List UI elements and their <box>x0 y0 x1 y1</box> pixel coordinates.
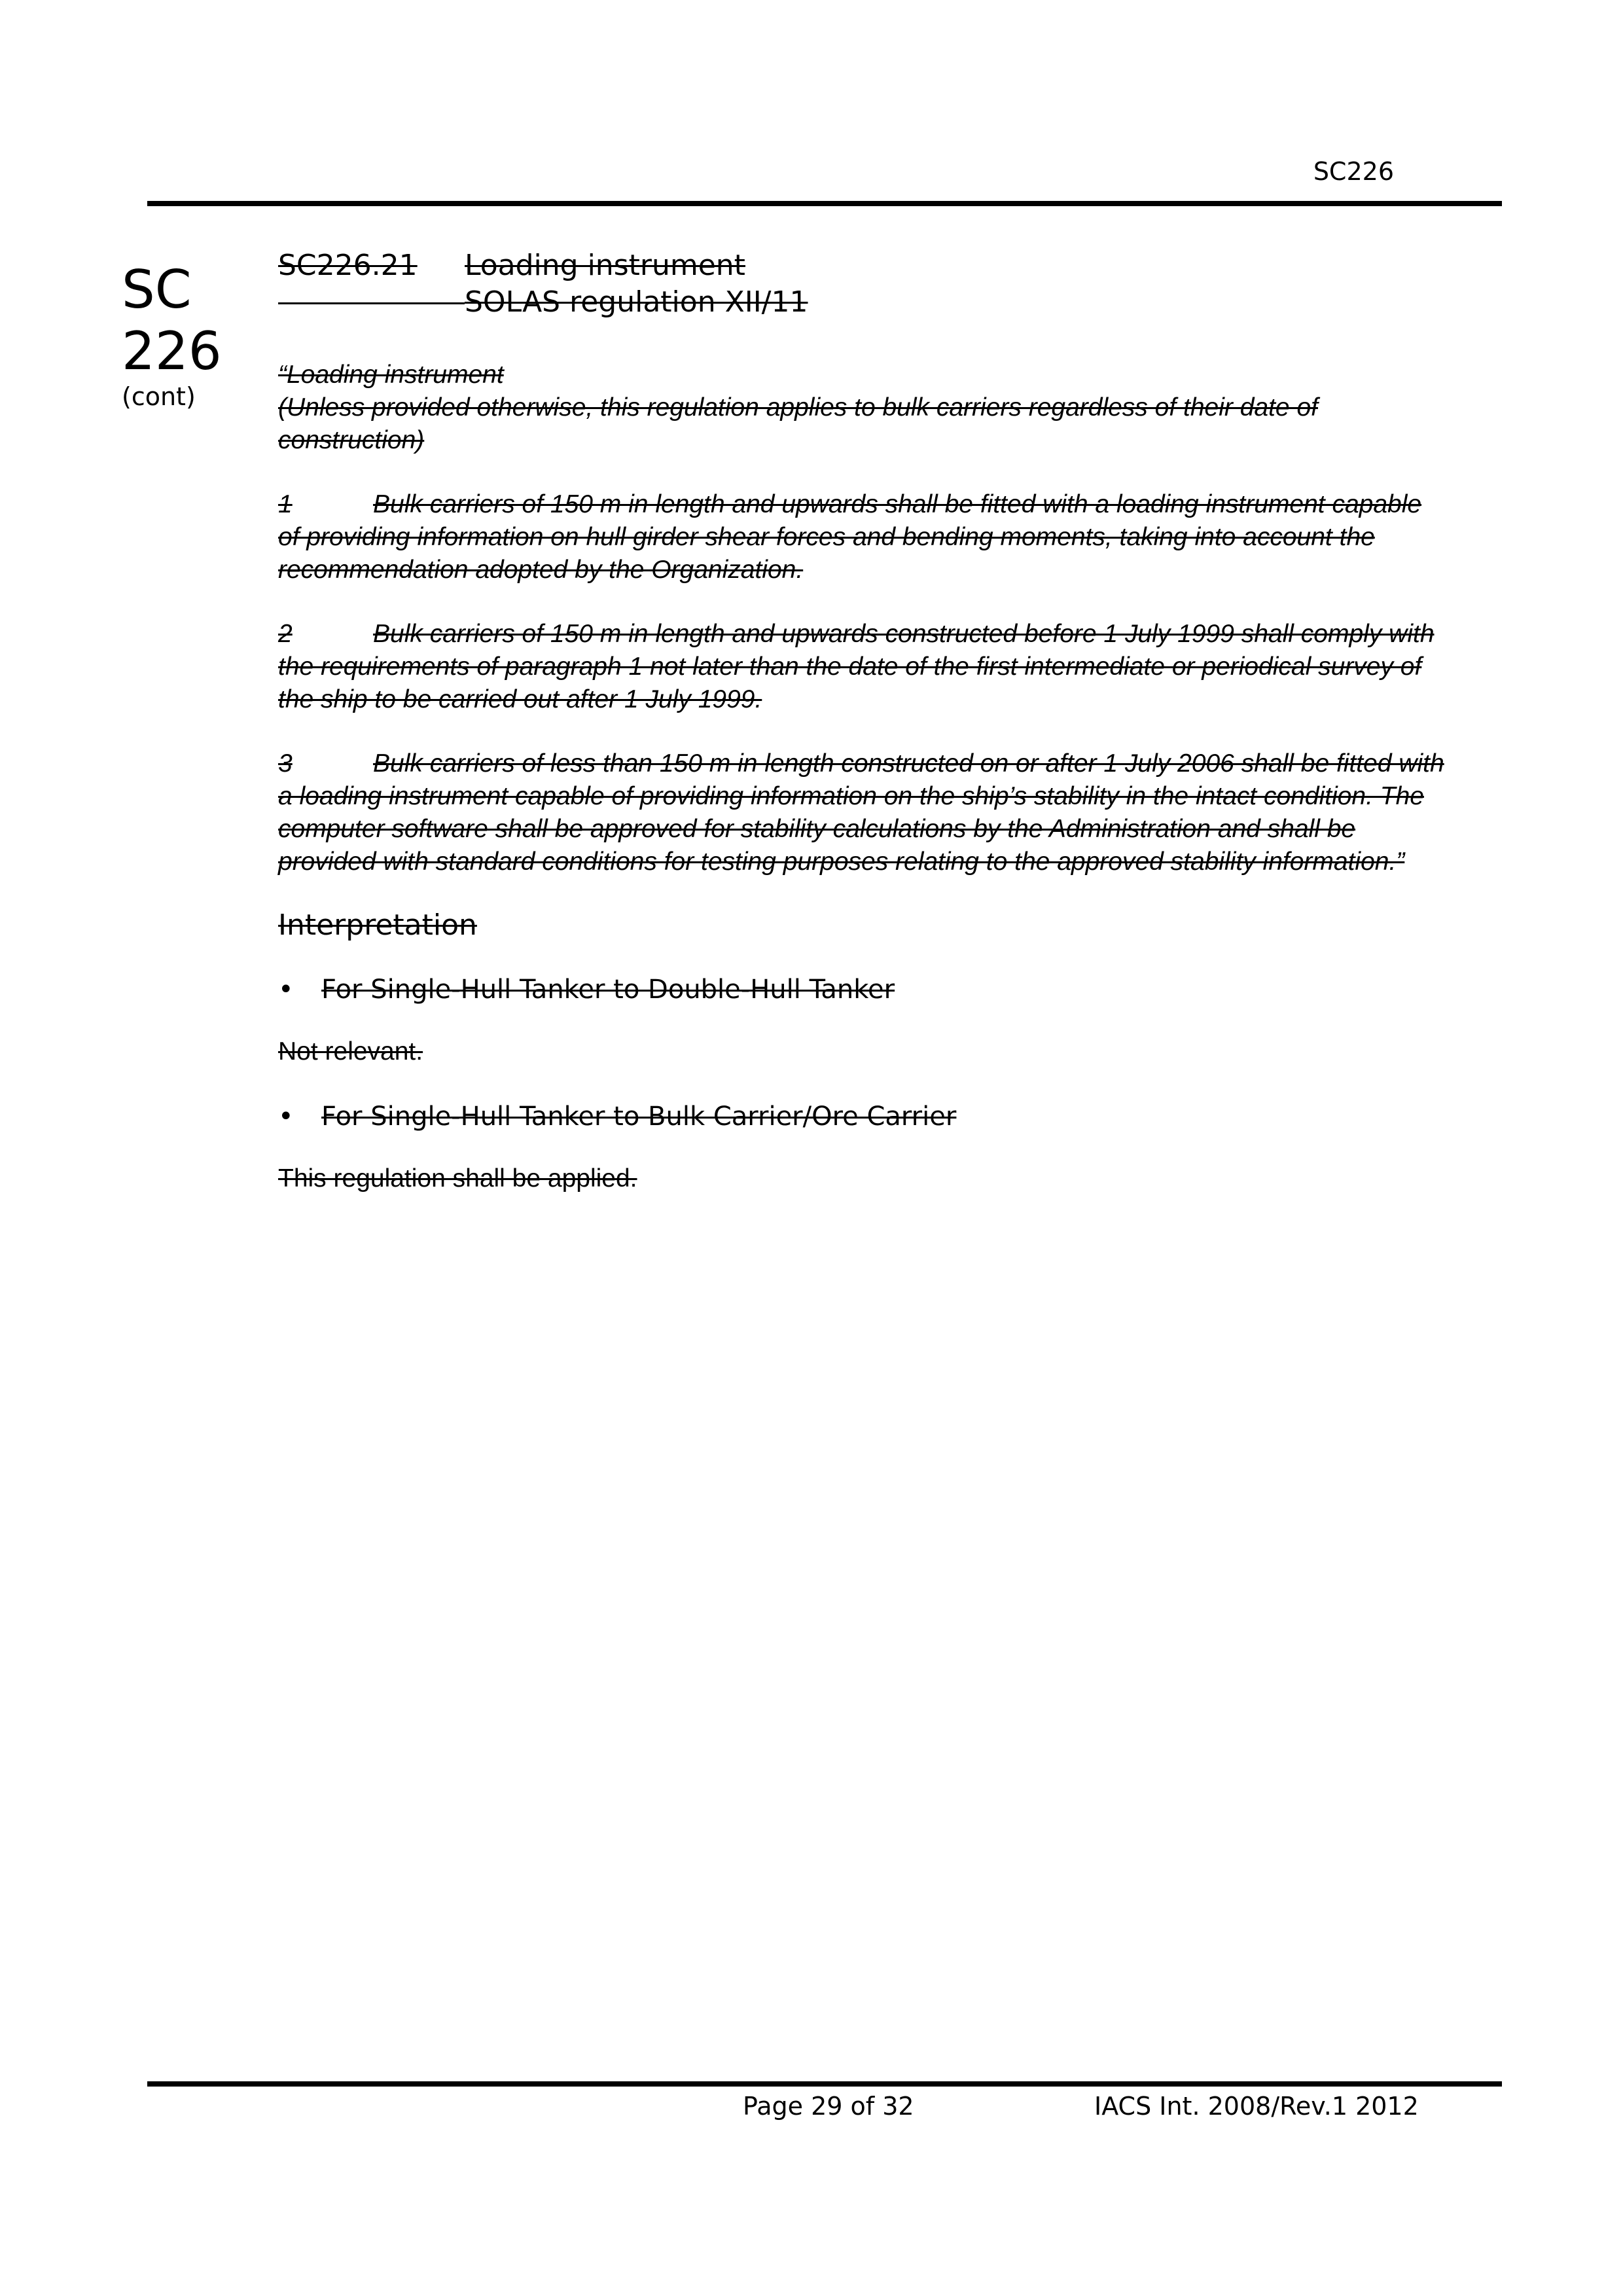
interpretation-bullet-2 <box>278 1100 1450 1134</box>
document-reference: IACS Int. 2008/Rev.1 2012 <box>1094 2092 1419 2121</box>
content <box>278 247 1450 1195</box>
footer-rule <box>147 2081 1502 2087</box>
section-title: Loading instrument <box>465 249 745 282</box>
paragraph-text: Bulk carriers of 150 m in length and upwards constructed before 1 July 1999 shall comply with the requirements of paragraph 1 not later than the date of the first intermediate or periodical survey of the ship to be carried out after 1 July 1999. <box>278 620 1435 713</box>
paragraph-number: 1 <box>278 490 293 518</box>
paragraph-text: Bulk carriers of less than 150 m in length constructed on or after 1 July 2006 shall be fitted with a loading instrument capable of providing information on the ship’s stability in the intact condition. The computer software shall be approved for stability calculations by the Administration and shall be provided with standard conditions for testing purposes relating to the approved stability information.” <box>278 749 1444 876</box>
bullet-label: For Single-Hull Tanker to Bulk Carrier/Ore Carrier <box>321 1102 957 1132</box>
header-rule <box>147 201 1502 206</box>
bullet-icon: • <box>278 975 294 1005</box>
section-indent-line <box>278 302 465 304</box>
regulation-applicability: (Unless provided otherwise, this regulation applies to bulk carriers regardless of their date of construction) <box>278 393 1318 454</box>
section-number: SC226.21 <box>278 249 418 282</box>
margin-tag-sc: SC <box>122 259 192 320</box>
bullet-icon: • <box>278 1102 294 1132</box>
paragraph-text: Bulk carriers of 150 m in length and upwards shall be fitted with a loading instrument capable of providing information on hull girder shear forces and bending moments, taking into account the recommendation adopted by the Organization. <box>278 490 1422 584</box>
interpretation-text-1: Not relevant. <box>278 1037 423 1066</box>
page-number: Page 29 of 32 <box>743 2092 914 2121</box>
margin-tag <box>122 259 226 411</box>
section-heading <box>278 247 1450 321</box>
interpretation-bullet-1 <box>278 973 1450 1007</box>
bullet-label: For Single-Hull Tanker to Double-Hull Tanker <box>321 975 895 1005</box>
section-subtitle: SOLAS regulation XII/11 <box>465 285 808 319</box>
paragraph-number: 3 <box>278 749 293 778</box>
margin-tag-cont: (cont) <box>122 382 196 411</box>
interpretation-heading: Interpretation <box>278 908 477 942</box>
regulation-title: “Loading instrument <box>278 361 504 389</box>
header-code: SC226 <box>1313 157 1394 186</box>
regulation-paragraph-2 <box>278 618 1450 716</box>
paragraph-number: 2 <box>278 620 293 648</box>
interpretation-text-2: This regulation shall be applied. <box>278 1164 637 1193</box>
regulation-paragraph-1 <box>278 488 1450 586</box>
regulation-paragraph-3 <box>278 747 1450 878</box>
margin-tag-number: 226 <box>122 321 222 382</box>
footer <box>0 2092 1623 2131</box>
